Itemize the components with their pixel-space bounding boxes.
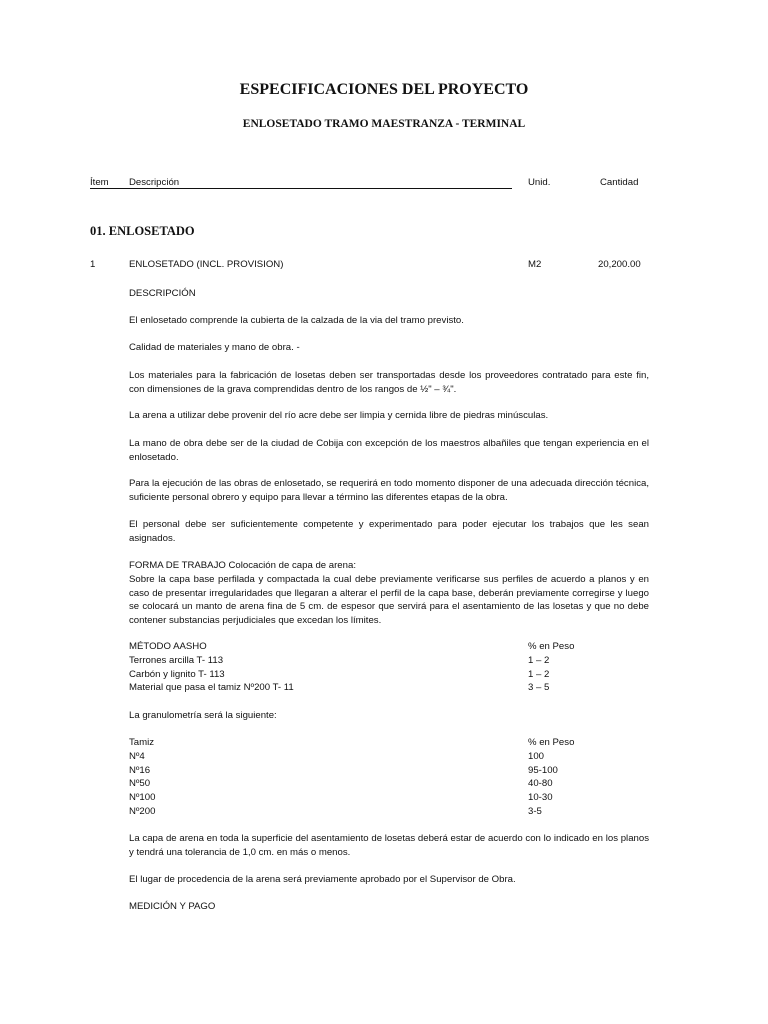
document-subtitle: ENLOSETADO TRAMO MAESTRANZA - TERMINAL xyxy=(242,118,526,130)
table-cell: 95-100 xyxy=(528,764,558,776)
paragraph: Para la ejecución de las obras de enlosetado, se requerirá en todo momento disponer de una adecuada dirección técnica, suficiente personal obrero y equipo para llevar a término las diferentes etapas de la obra. xyxy=(129,478,649,503)
paragraph: La mano de obra debe ser de la ciudad de Cobija con excepción de los maestros albañiles que tengan experiencia en el enlosetado. xyxy=(129,438,649,463)
table-cell: Terrones arcilla T- 113 xyxy=(129,654,224,666)
paragraph: Los materiales para la fabricación de losetas deben ser transportadas desde los proveedores contratado para este fin, con dimensiones de la grava comprendidas dentro de los rangos de ½" – ¾". xyxy=(129,370,649,395)
paragraph: La arena a utilizar debe provenir del río acre debe ser limpia y cernida libre de piedras minúsculas. xyxy=(129,410,549,421)
column-descripcion: Descripción xyxy=(129,177,180,188)
column-cantidad: Cantidad xyxy=(600,177,639,188)
table-cell: Nº50 xyxy=(129,778,151,790)
header-rule xyxy=(90,188,512,189)
column-item: Ítem xyxy=(90,177,109,188)
medicion-heading: MEDICIÓN Y PAGO xyxy=(129,901,216,912)
granulometry-intro: La granulometría será la siguiente: xyxy=(129,710,277,721)
table-row xyxy=(129,750,649,764)
table-cell: Carbón y lignito T- 113 xyxy=(129,668,225,680)
table-header-cell: % en Peso xyxy=(528,641,575,652)
table-row xyxy=(129,805,649,819)
table-header-cell: MÉTODO AASHO xyxy=(129,641,207,652)
table-row xyxy=(129,681,649,695)
paragraph: Sobre la capa base perfilada y compactada la cual debe previamente verificarse sus perfiles de acuerdo a planos y en caso de presentar irregularidades que llegaran a alterar el perfil de la capa base, deberán previamente corregirse y luego se colocará un manto de arena fina de 5 cm. de espesor que servirá para el asentamiento de las losetas y que no debe contener substancias perjudiciales que excedan los límites. xyxy=(129,574,649,626)
table-header-row xyxy=(129,736,649,750)
table-header-cell: Tamiz xyxy=(129,737,155,748)
table-cell: Nº16 xyxy=(129,764,151,776)
table-cell: 1 – 2 xyxy=(528,668,550,680)
table-cell: 1 – 2 xyxy=(528,654,550,666)
item-unit: M2 xyxy=(528,259,542,270)
table-cell: 3 – 5 xyxy=(528,682,550,694)
table-cell: Nº200 xyxy=(129,805,156,817)
paragraph: La capa de arena en toda la superficie del asentamiento de losetas deberá estar de acuerdo con lo indicado en los planos y tendrá una tolerancia de 1,0 cm. en más o menos. xyxy=(129,833,649,858)
table-cell: Nº4 xyxy=(129,750,145,762)
table-row xyxy=(129,654,649,668)
table-header-row xyxy=(129,640,649,654)
document-title: ESPECIFICACIONES DEL PROYECTO xyxy=(239,81,529,98)
table-cell: 3-5 xyxy=(528,805,542,817)
column-header xyxy=(90,177,650,188)
table-cell: 40-80 xyxy=(528,778,553,790)
paragraph: El lugar de procedencia de la arena será previamente aprobado por el Supervisor de Obra. xyxy=(129,874,516,885)
table-row xyxy=(129,777,649,791)
table-header-cell: % en Peso xyxy=(528,737,575,748)
descripcion-heading: DESCRIPCIÓN xyxy=(129,288,196,299)
column-unid: Unid. xyxy=(528,177,551,188)
table-cell: 100 xyxy=(528,750,545,762)
item-number: 1 xyxy=(90,259,96,270)
tamiz-table xyxy=(129,736,649,819)
table-row xyxy=(129,791,649,805)
paragraph: El personal debe ser suficientemente competente y experimentado para poder ejecutar los trabajos que les sean asignados. xyxy=(129,519,649,544)
table-cell: 10-30 xyxy=(528,792,553,804)
section-heading: 01. ENLOSETADO xyxy=(90,224,195,238)
table-row xyxy=(129,668,649,682)
table-row xyxy=(129,764,649,778)
paragraph: El enlosetado comprende la cubierta de la calzada de la via del tramo previsto. xyxy=(129,315,464,326)
item-quantity: 20,200.00 xyxy=(598,259,641,270)
table-cell: Nº100 xyxy=(129,792,156,804)
item-description: ENLOSETADO (INCL. PROVISION) xyxy=(129,259,284,270)
aasho-table xyxy=(129,640,649,695)
table-cell: Material que pasa el tamiz Nº200 T- 11 xyxy=(129,682,294,694)
forma-heading: FORMA DE TRABAJO Colocación de capa de arena: xyxy=(129,560,356,571)
paragraph: Calidad de materiales y mano de obra. - xyxy=(129,342,300,353)
